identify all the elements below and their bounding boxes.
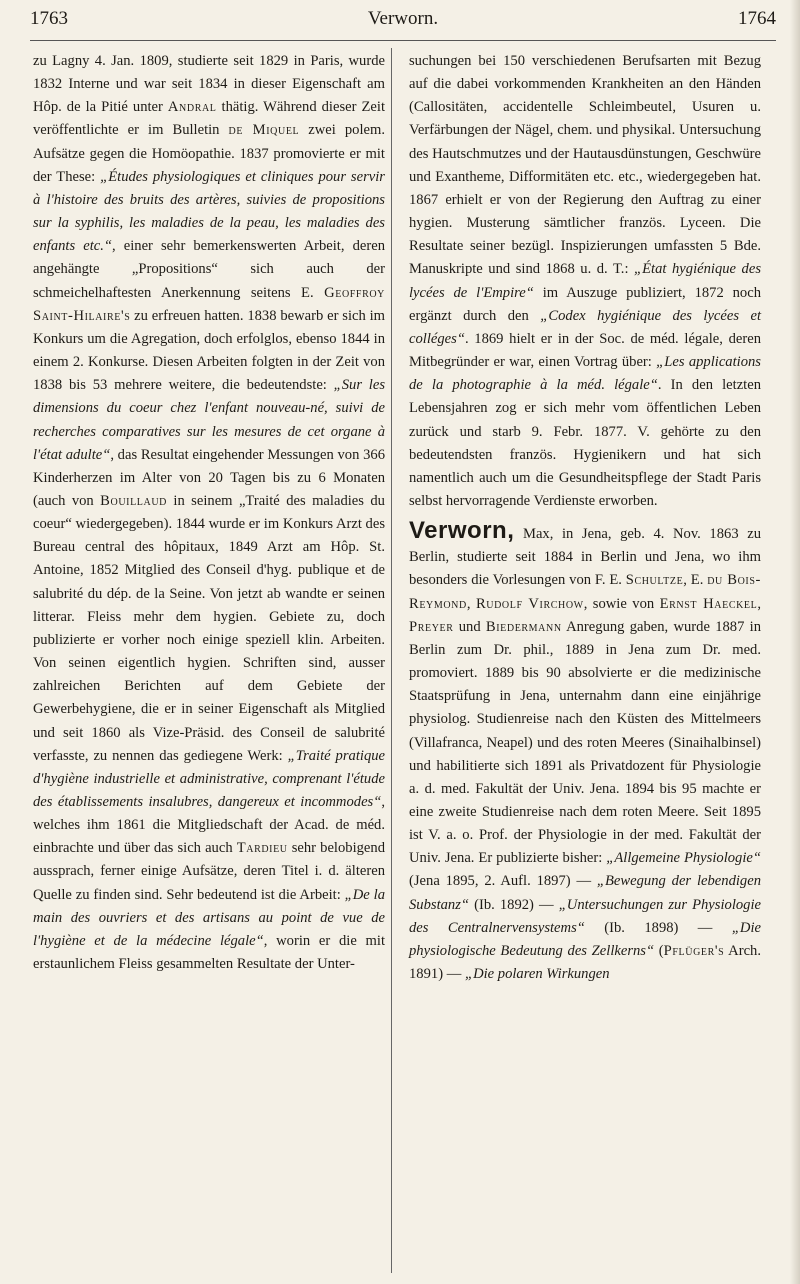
right-column xyxy=(409,50,761,986)
person-name: Schultze xyxy=(625,572,684,589)
column-divider xyxy=(391,48,392,1273)
person-name: Rudolf Virchow xyxy=(475,595,584,612)
page-header xyxy=(30,4,776,34)
text-run: (Jena 1895, 2. Aufl. 1897) — xyxy=(409,873,597,890)
entry-continuation-paragraph xyxy=(409,50,761,513)
text-run: (Ib. 1892) — xyxy=(469,896,559,913)
text-run: ( xyxy=(654,942,664,959)
work-title: „Traité pratique d'hygiène industrielle et administrative, comprenant l'étude des établissements insalubres, dangereux et incommodes“ xyxy=(33,747,386,810)
text-run: (Ib. 1898) — xyxy=(584,919,732,936)
work-title: „Codex hygiénique des lycées et colléges“ xyxy=(409,307,761,347)
work-title: „État hygiénique des lycées de l'Empire“ xyxy=(409,261,762,301)
running-title: Verworn. xyxy=(367,8,439,29)
text-run: , das Resultat eingehender Messungen von 366 Kinderherzen im Alter von 20 Tagen bis zu 6 Monaten (auch von xyxy=(33,446,385,509)
text-run: in seinem „Traité des maladies du coeur“ wiedergegeben). 1844 wurde er im Konkurs Arzt des Bureau central des hôpitaux, 1849 Arzt am Hôp. St. Antoine, 1852 Mitglied des Conseil d'hyg. publique et de salubrité du dép. de la Seine. Von jetzt ab wandte er seinen litterar. Fleiss mehr dem hygien. Gebiete zu, doch publizierte er vorher noch einige speziell klin. Arbeiten. Von seinen eigentlich hygien. Schriften sind, ausser zahlreichen Berichten auf dem Gebiete der Gewerbehygiene, die er in seiner Eigenschaft als Mitglied und seit 1860 als Vize-Präsid. des Conseil de salubrité verfasste, zu nennen das gediegene Werk: xyxy=(33,492,385,764)
work-title: „Die polaren Wirkungen xyxy=(464,966,610,983)
text-run: , xyxy=(466,595,476,612)
text-run: thätig. Während dieser Zeit veröffentlichte er im Bulletin xyxy=(33,99,385,139)
person-name: Ernst Haeckel xyxy=(659,595,758,612)
work-title: „Les applications de la photographie à la méd. légale“ xyxy=(409,354,761,394)
entry-continuation-paragraph xyxy=(33,50,385,976)
person-name: Pflüger's xyxy=(663,942,725,959)
text-run: im Auszuge publiziert, 1872 noch ergänzt durch den xyxy=(409,284,761,324)
work-title: „Die physiologische Bedeutung des Zellkerns“ xyxy=(409,919,761,959)
text-run: zu Lagny 4. Jan. 1809, studierte seit 1829 in Paris, wurde 1832 Interne und war seit 1834 in dieser Eigenschaft am Hôp. de la Pitié unter xyxy=(33,53,385,116)
text-run: . In den letzten Lebensjahren zog er sich mehr vom öffentlichen Leben zurück und starb 9. Febr. 1877. V. gehörte zu den bedeutendsten französ. Hygienikern und hat sich namentlich auch um die Gesundheitspflege der Stadt Paris selbst hervorragende Verdienste erworben. xyxy=(409,377,762,509)
column-number-right: 1764 xyxy=(738,8,776,29)
column-number-left: 1763 xyxy=(30,8,68,29)
text-run: Anregung gaben, wurde 1887 in Berlin zum Dr. phil., 1889 in Jena zum Dr. med. promoviert. 1889 bis 90 absolvierte er die medizinische Staatsprüfung in Jena, unternahm dann eine einjährige physiolog. Studienreise nach den Küsten des Mittelmeers (Villafranca, Neapel) und des roten Meeres (Sinaihalbinsel) und habilitierte sich 1891 als Privatdozent für Physiologie a. d. med. Fakultät der Univ. Jena. 1894 bis 95 machte er eine zweite Studienreise nach dem roten Meere. Seit 1895 ist V. a. o. Prof. der Physiologie in der med. Fakultät der Univ. Jena. Er publizierte bisher: xyxy=(409,618,761,867)
page-edge-shadow xyxy=(790,0,800,1284)
text-run: , worin er die mit erstaunlichem Fleiss gesammelten Resultate der Unter- xyxy=(33,932,385,973)
work-title: „De la main des ouvriers et des artisans au point de vue de l'hygiène et de la médecine légale“ xyxy=(33,886,385,949)
text-run: , xyxy=(757,595,762,612)
text-run: suchungen bei 150 verschiedenen Berufsarten mit Bezug auf die dabei vorkommenden Krankheiten an den Händen (Callositäten, accidentelle Schleimbeutel, Usuren u. Verfärbungen der Nägel, chem. und physikal. Untersuchung des Hautschmutzes und der Hautausdünstungen, Geschwüre und Exantheme, Difformitäten etc. etc., wiedergegeben hat. 1867 erhielt er von der Regierung den Auftrag zu einer hygien. Musterung sämtlicher französ. Lyceen. Die Resultate seiner bezügl. Inspizierungen umfassten 5 Bde. Manuskripte und sind 1868 u. d. T.: xyxy=(409,53,761,278)
text-run: und xyxy=(453,618,486,635)
person-name: Tardieu xyxy=(236,840,288,857)
text-run: , sowie von xyxy=(583,595,660,612)
text-run: Arch. 1891) — xyxy=(409,942,761,983)
person-name: Andral xyxy=(167,99,217,116)
text-run: sehr belobigend aussprach, ferner einige Aufsätze, deren Titel i. d. älteren Quelle zu finden sind. Sehr bedeutend ist die Arbeit: xyxy=(33,840,385,903)
left-column xyxy=(33,50,385,976)
work-title: „Études physiologiques et cliniques pour servir à l'histoire des bruits des artères, suivies de propositions sur la syphilis, les maladies de la peau, les maladies des enfants etc.“ xyxy=(33,168,385,255)
work-title: „Bewegung der lebendigen Substanz“ xyxy=(409,873,761,913)
header-rule xyxy=(30,40,776,41)
person-name: Geoffroy Saint-Hilaire's xyxy=(33,284,385,324)
text-run: zu erfreuen hatten. 1838 bewarb er sich im Konkurs um die Agregation, doch erfolglos, ebenso 1844 in einem 2. Konkurse. Diesen Arbeiten folgten in der Zeit von 1838 bis 53 mehrere weitere, die bedeutendste: xyxy=(33,307,385,394)
text-run: zwei polem. Aufsätze gegen die Homöopathie. 1837 promovierte er mit der These: xyxy=(33,122,385,185)
text-run: , einer sehr bemerkenswerten Arbeit, deren angehängte „Propositions“ sich auch der schmeichelhaftesten Anerkennung seitens E. xyxy=(33,238,385,301)
text-run: Max, in Jena, geb. 4. Nov. 1863 zu Berlin, studierte seit 1884 in Berlin und Jena, wo ihm besonders die Vorlesungen von F. E. xyxy=(409,526,761,589)
person-name: Bouillaud xyxy=(100,492,167,509)
person-name: Biedermann xyxy=(485,618,562,635)
person-name: Miquel xyxy=(243,122,300,139)
entry-headword: Verworn, xyxy=(409,517,515,545)
work-title: „Allgemeine Physiologie“ xyxy=(606,850,761,867)
person-name: de xyxy=(228,122,244,139)
work-title: „Untersuchungen zur Physiologie des Centralnervensystems“ xyxy=(409,896,761,936)
person-name: du Bois-Reymond xyxy=(409,572,761,612)
entry-verworn xyxy=(409,519,761,986)
work-title: „Sur les dimensions du coeur chez l'enfant nouveau-né, suivi de recherches comparatives sur les mesures de cet organe à l'état adulte“ xyxy=(33,377,386,463)
text-run: , E. xyxy=(683,572,708,589)
person-name: Preyer xyxy=(409,618,454,635)
text-run: , welches ihm 1861 die Mitgliedschaft der Acad. de méd. einbrachte und über das sich auch xyxy=(33,794,385,857)
text-run: . 1869 hielt er in der Soc. de méd. légale, deren Mitbegründer er war, einen Vortrag über: xyxy=(409,330,761,371)
